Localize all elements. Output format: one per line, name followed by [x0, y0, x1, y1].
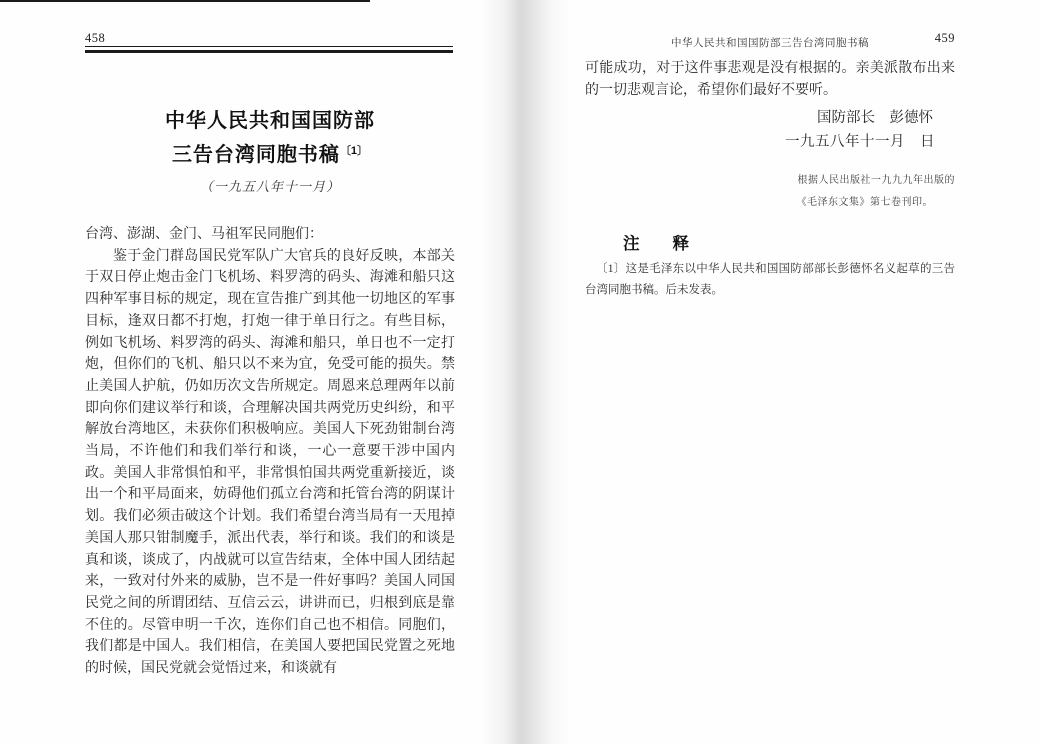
- notes-section-heading: 注 释: [623, 235, 689, 253]
- header-rule: [0, 0, 370, 2]
- page-number: 458: [85, 31, 106, 45]
- page-number: 459: [934, 31, 955, 45]
- signature-date: 一九五八年十一月 日: [785, 134, 935, 150]
- chapter-title-line-1: 中华人民共和国国防部: [165, 110, 375, 132]
- body-text-left: [85, 224, 455, 680]
- source-note: [585, 170, 955, 214]
- chapter-title-line-2: [85, 136, 455, 170]
- signature-block: [585, 106, 955, 154]
- body-text-right: [585, 58, 955, 101]
- salutation-line: 台湾、澎湖、金门、马祖军民同胞们：: [85, 227, 323, 242]
- page-gutter-shadow: [480, 0, 570, 744]
- source-note-line-1: 根据人民出版社一九九九年出版的: [797, 175, 955, 186]
- header-rule-thin: [85, 46, 453, 47]
- chapter-title-text: 三告台湾同胞书稿: [171, 144, 340, 166]
- footnote-text: 〔1〕这是毛泽东以中华人民共和国国防部部长彭德怀名义起草的三告台湾同胞书稿。后未发表。: [585, 263, 955, 296]
- chapter-title: [85, 106, 455, 170]
- running-head: 中华人民共和国国防部三告台湾同胞书稿: [671, 38, 869, 49]
- body-paragraph: 鉴于金门群岛国民党军队广大官兵的良好反映，本部关于双日停止炮击金门飞机场、料罗湾的码头、海滩和船只这四种军事目标的规定，现在宣告推广到其他一切地区的军事目标，逢双日都不打炮，打炮一律于单日行之。有些目标，例如飞机场、料罗湾的码头、海滩和船只，单日也不一定打炮，但你们的飞机、船只以不来为宜，免受可能的损失。禁止美国人护航，仍如历次文告所规定。周恩来总理两年以前即向你们建议举行和谈，合理解决国共两党历史纠纷，和平解放台湾地区，未获你们积极响应。美国人下死劲钳制台湾当局，不许他们和我们举行和谈，一心一意要干涉中国内政。美国人非常惧怕和平，非常惧怕国共两党重新接近，谈出一个和平局面来，妨碍他们孤立台湾和托管台湾的阴谋计划。我们必须击破这个计划。我们希望台湾当局有一天甩掉美国人那只钳制魔手，派出代表，举行和谈。我们的和谈是真和谈，谈成了，内战就可以宣告结束，全体中国人团结起来，一致对付外来的威胁，岂不是一件好事吗？美国人同国民党之间的所谓团结、互信云云，讲讲而已，归根到底是靠不住的。尽管申明一千次，连你们自己也不相信。同胞们，我们都是中国人。我们相信，在美国人要把国民党置之死地的时候，国民党就会觉悟过来，和谈就有: [85, 248, 455, 677]
- chapter-date: （一九五八年十一月）: [199, 179, 340, 194]
- source-note-line-2: 《毛泽东文集》第七卷刊印。: [796, 197, 933, 208]
- footnote-reference: 〔1〕: [339, 145, 369, 157]
- signature-title-name: 国防部长 彭德怀: [817, 110, 933, 126]
- header-rule-thick: [85, 50, 453, 53]
- body-paragraph-continuation: 可能成功，对于这件事悲观是没有根据的。亲美派散布出来的一切悲观言论，希望你们最好不要听。: [585, 61, 955, 98]
